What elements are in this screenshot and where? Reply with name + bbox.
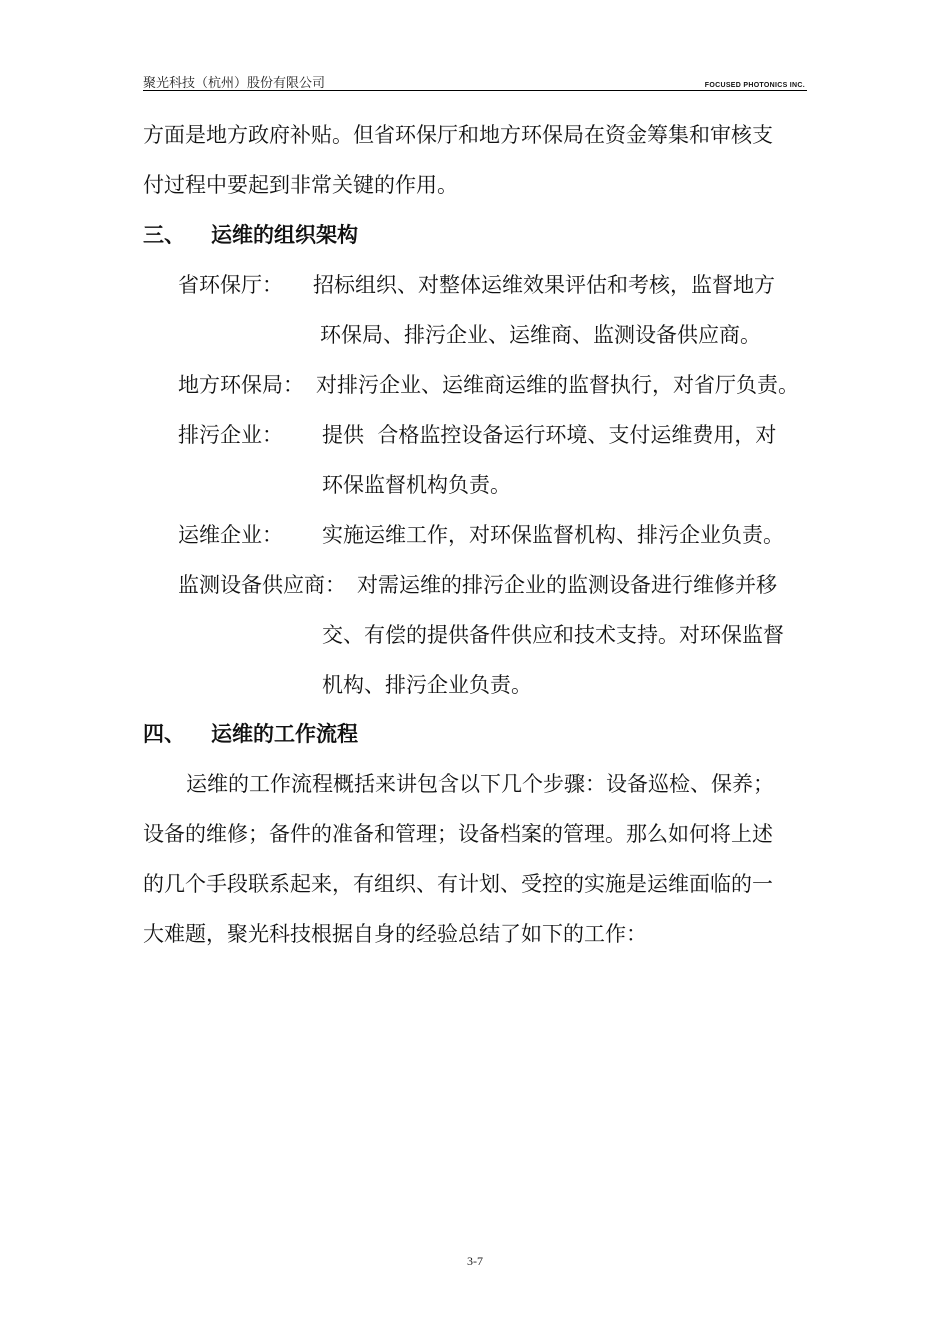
role-label: 监测设备供应商：: [178, 573, 346, 597]
role-description: 机构、排污企业负责。: [322, 673, 532, 697]
page-number: 3-7: [467, 1254, 483, 1268]
body-line: 大难题，聚光科技根据自身的经验总结了如下的工作：: [143, 922, 647, 946]
role-description: 对需运维的排污企业的监测设备进行维修并移: [357, 573, 777, 597]
section-title: 运维的工作流程: [211, 722, 358, 746]
role-label: 排污企业：: [178, 423, 283, 447]
section-title: 运维的组织架构: [211, 223, 358, 247]
role-label: 地方环保局：: [178, 373, 304, 397]
role-label: 运维企业：: [178, 523, 283, 547]
body-line: 方面是地方政府补贴。但省环保厅和地方环保局在资金筹集和审核支: [143, 123, 773, 147]
role-description: 交、有偿的提供备件供应和技术支持。对环保监督: [322, 623, 784, 647]
role-label: 省环保厅：: [178, 273, 283, 297]
role-description: 提供 合格监控设备运行环境、支付运维费用，对: [322, 423, 777, 447]
role-description: 环保监督机构负责。: [322, 473, 511, 497]
body-line: 运维的工作流程概括来讲包含以下几个步骤：设备巡检、保养；: [186, 772, 774, 796]
role-description: 招标组织、对整体运维效果评估和考核，监督地方: [313, 273, 775, 297]
header-company-english: FOCUSED PHOTONICS INC.: [704, 82, 805, 89]
body-line: 设备的维修；备件的准备和管理；设备档案的管理。那么如何将上述: [143, 822, 773, 846]
section-number: 四、: [143, 722, 185, 746]
header-company-name: 聚光科技（杭州）股份有限公司: [143, 75, 326, 90]
role-description: 环保局、排污企业、运维商、监测设备供应商。: [320, 323, 761, 347]
role-description: 对排污企业、运维商运维的监督执行，对省厅负责。: [316, 373, 799, 397]
role-description: 实施运维工作，对环保监督机构、排污企业负责。: [322, 523, 784, 547]
page-header: [143, 70, 807, 91]
body-line: 付过程中要起到非常关键的作用。: [143, 173, 458, 197]
section-number: 三、: [143, 223, 185, 247]
body-line: 的几个手段联系起来，有组织、有计划、受控的实施是运维面临的一: [143, 872, 773, 896]
